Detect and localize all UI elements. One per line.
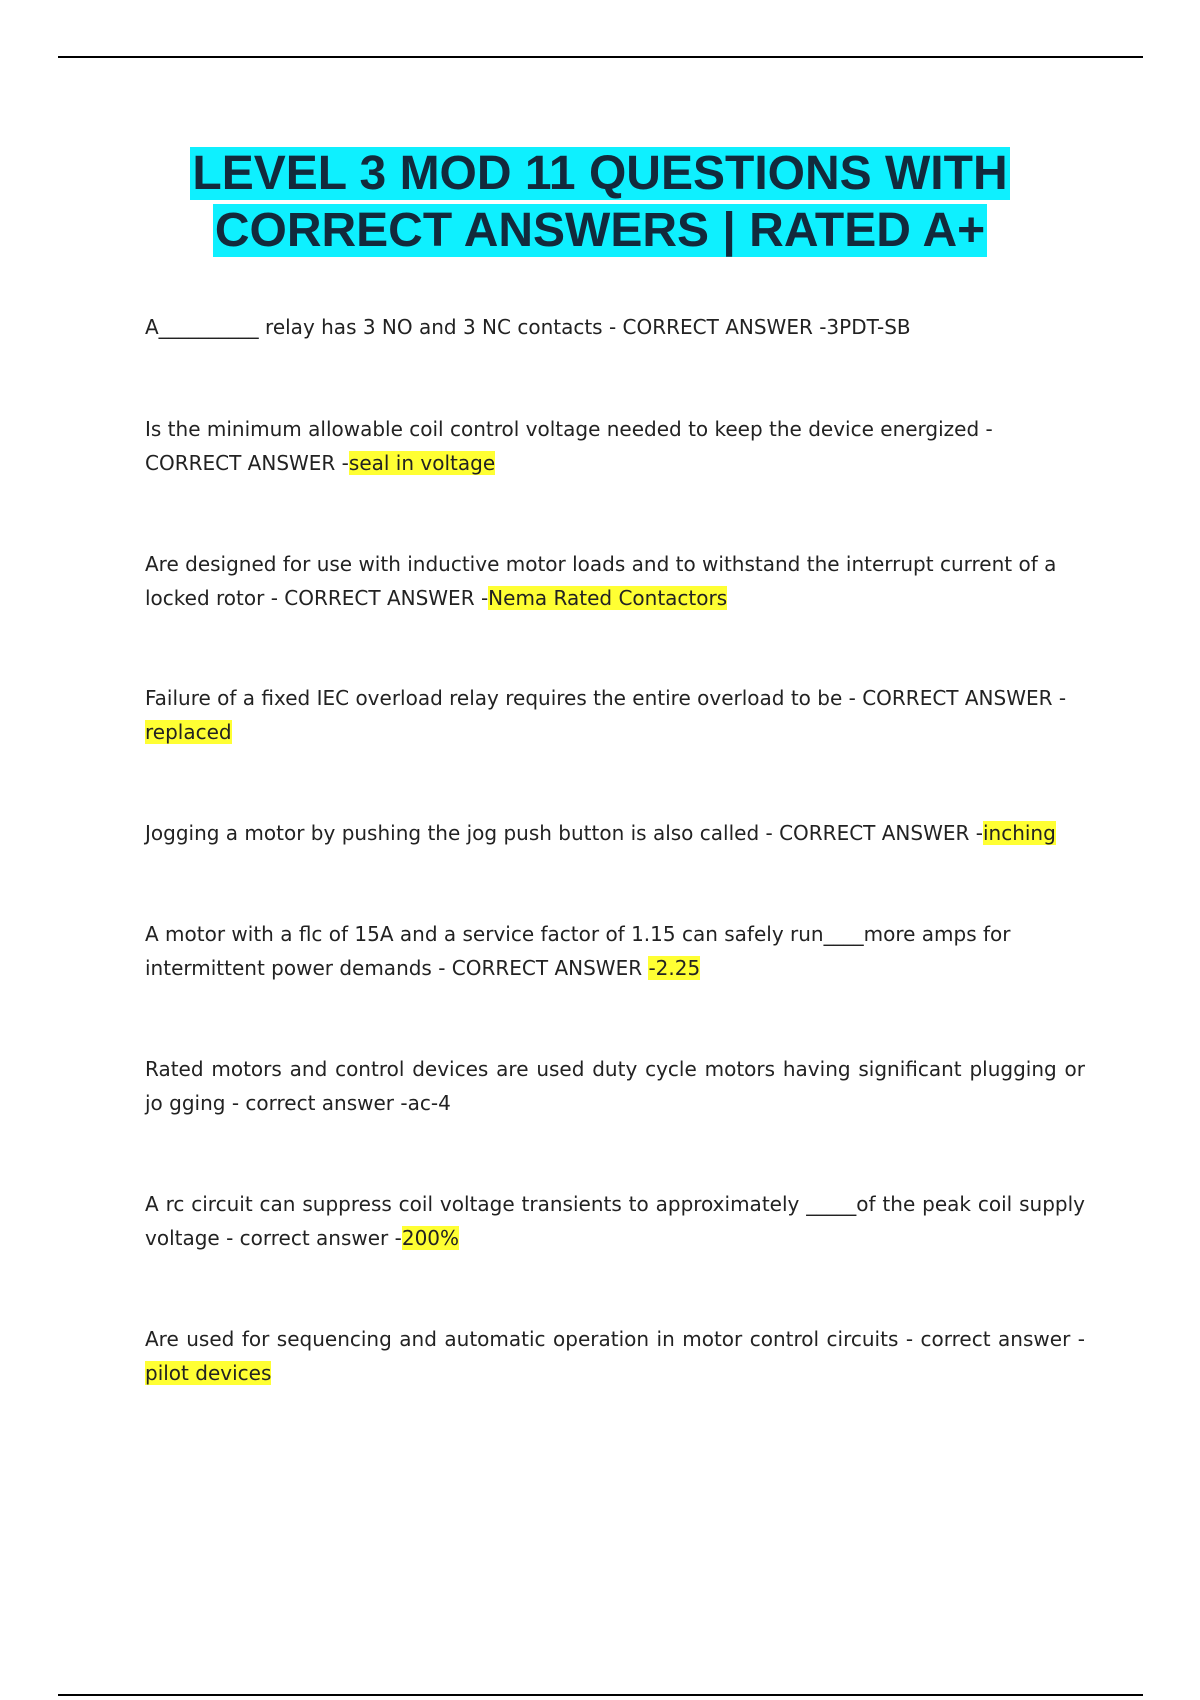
question-text: Jogging a motor by pushing the jog push button is also called - CORRECT ANSWER -: [145, 821, 983, 845]
answer-highlight: pilot devices: [145, 1361, 272, 1385]
bottom-rule: [58, 1694, 1143, 1696]
answer-highlight: Nema Rated Contactors: [488, 586, 728, 610]
question-text: A motor with a flc of 15A and a service factor of 1.15 can safely run____more amps for intermittent power demands - CORRECT ANSWER: [145, 922, 1011, 980]
question-text: A__________ relay has 3 NO and 3 NC contacts - CORRECT ANSWER -3PDT-SB: [145, 315, 911, 339]
answer-highlight: seal in voltage: [348, 451, 496, 475]
question-text: Are used for sequencing and automatic operation in motor control circuits - correct answer -: [145, 1327, 1085, 1351]
qa-item-6: [145, 917, 1085, 985]
qa-item-3: [145, 547, 1085, 615]
question-text: Rated motors and control devices are used duty cycle motors having significant plugging or jo gging - correct answer -ac-4: [145, 1057, 1085, 1115]
question-text: Is the minimum allowable coil control voltage needed to keep the device energized - CORRECT ANSWER -: [145, 417, 993, 475]
qa-item-4: [145, 681, 1085, 749]
question-text: Failure of a fixed IEC overload relay requires the entire overload to be - CORRECT ANSWER -: [145, 686, 1067, 710]
qa-item-8: [145, 1187, 1085, 1255]
question-text: Are designed for use with inductive motor loads and to withstand the interrupt current of a locked rotor - CORRECT ANSWER -: [145, 552, 1057, 610]
answer-highlight: 200%: [401, 1226, 460, 1250]
answer-highlight: -2.25: [648, 956, 701, 980]
qa-item-9: [145, 1322, 1085, 1390]
title-line-2: CORRECT ANSWERS | RATED A+: [214, 204, 986, 257]
qa-item-5: [145, 816, 1085, 850]
qa-item-1: [145, 310, 1085, 344]
question-text: A rc circuit can suppress coil voltage transients to approximately _____of the peak coil supply voltage - correct answer -: [145, 1192, 1085, 1250]
document-title: [0, 145, 1200, 259]
top-rule: [58, 56, 1143, 58]
qa-item-2: [145, 412, 1085, 480]
qa-item-7: [145, 1052, 1085, 1120]
title-line-1: LEVEL 3 MOD 11 QUESTIONS WITH: [192, 147, 1008, 200]
answer-highlight: inching: [982, 821, 1056, 845]
answer-highlight: replaced: [145, 720, 232, 744]
